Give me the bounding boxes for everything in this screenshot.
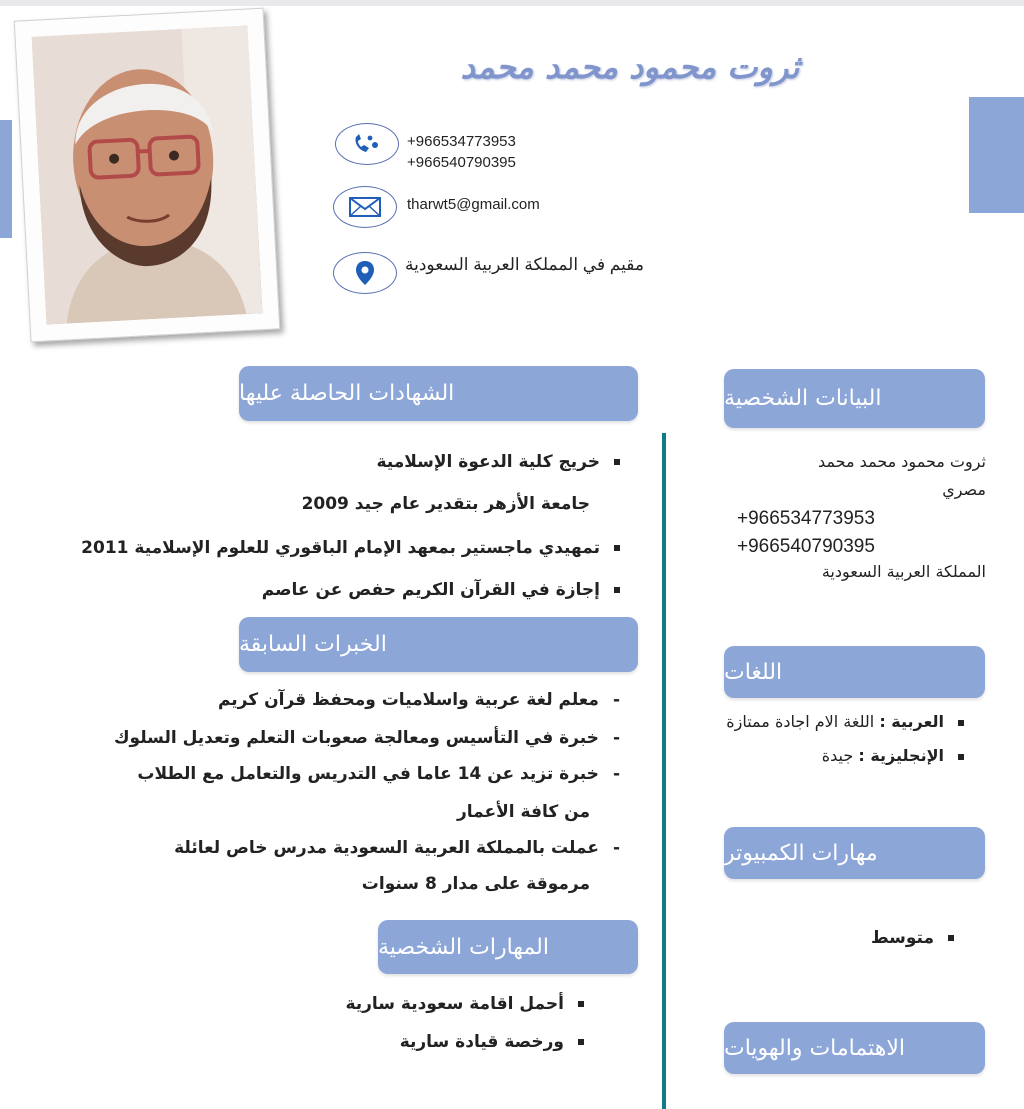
certificate-item-1-sub: جامعة الأزهر بتقدير عام جيد 2009 bbox=[301, 494, 590, 514]
personal-info-phone-1: +966534773953 bbox=[737, 508, 875, 529]
certificate-item-1: خريج كلية الدعوة الإسلامية bbox=[376, 452, 620, 472]
profile-photo-frame bbox=[14, 8, 281, 343]
right-decoration-bar bbox=[969, 97, 1024, 213]
personal-skill-item-2: ورخصة قيادة سارية bbox=[400, 1032, 584, 1052]
bullet-icon bbox=[958, 720, 964, 726]
certificate-item-2: تمهيدي ماجستير بمعهد الإمام الباقوري للعلوم الإسلامية 2011 bbox=[81, 538, 620, 558]
section-certificates-title: الشهادات الحاصلة عليها bbox=[239, 381, 455, 406]
dash-bullet-icon: - bbox=[612, 728, 620, 748]
certificate-item-3: إجازة في القرآن الكريم حفص عن عاصم bbox=[262, 580, 620, 600]
section-experience-title: الخبرات السابقة bbox=[239, 632, 387, 657]
contact-email[interactable]: tharwt5@gmail.com bbox=[407, 196, 540, 213]
section-languages-title: اللغات bbox=[724, 659, 783, 685]
section-interests-header bbox=[724, 1022, 985, 1074]
bullet-icon bbox=[578, 1001, 584, 1007]
dash-bullet-icon: - bbox=[612, 690, 620, 710]
section-languages-header bbox=[724, 646, 985, 698]
section-personal-info-title: البيانات الشخصية bbox=[724, 386, 882, 411]
section-personal-skills-header bbox=[378, 920, 638, 974]
section-computer-skills-title: مهارات الكمبيوتر bbox=[724, 840, 878, 866]
experience-item-4-cont: مرموقة على مدار 8 سنوات bbox=[361, 874, 590, 894]
experience-item-3: -خبرة تزيد عن 14 عاما في التدريس والتعامل مع الطلاب bbox=[137, 764, 620, 784]
personal-info-phone-2: +966540790395 bbox=[737, 536, 875, 557]
experience-item-4: -عملت بالمملكة العربية السعودية مدرس خاص لعائلة bbox=[174, 838, 620, 858]
bullet-icon bbox=[948, 935, 954, 941]
bullet-icon bbox=[614, 587, 620, 593]
language-arabic bbox=[726, 712, 964, 731]
dash-bullet-icon: - bbox=[612, 764, 620, 784]
personal-info-country: المملكة العربية السعودية bbox=[821, 562, 986, 581]
dash-bullet-icon: - bbox=[612, 838, 620, 858]
personal-skill-item-1: أحمل اقامة سعودية سارية bbox=[345, 994, 584, 1014]
experience-item-2: -خبرة في التأسيس ومعالجة صعوبات التعلم وتعديل السلوك bbox=[113, 728, 620, 748]
bullet-icon bbox=[958, 754, 964, 760]
portrait-illustration bbox=[32, 26, 263, 325]
contact-location: مقيم في المملكة العربية السعودية bbox=[405, 255, 644, 274]
contact-phone-1: +966534773953 bbox=[407, 133, 516, 150]
experience-item-1: -معلم لغة عربية واسلاميات ومحفظ قرآن كريم bbox=[217, 690, 620, 710]
bullet-icon bbox=[614, 459, 620, 465]
personal-info-name: ثروت محمود محمد محمد bbox=[818, 452, 986, 471]
language-arabic-level: اللغة الام اجادة ممتازة bbox=[726, 712, 875, 731]
section-experience-header bbox=[239, 617, 638, 672]
computer-skill-level: متوسط bbox=[871, 928, 954, 948]
column-divider bbox=[662, 433, 666, 1109]
left-decoration-bar bbox=[0, 120, 12, 238]
top-band bbox=[0, 0, 1024, 6]
experience-item-3-cont: من كافة الأعمار bbox=[456, 802, 590, 822]
mail-icon bbox=[333, 186, 397, 228]
bullet-icon bbox=[578, 1039, 584, 1045]
language-english-label: الإنجليزية : bbox=[858, 746, 944, 765]
language-arabic-label: العربية : bbox=[879, 712, 944, 731]
personal-info-nationality: مصري bbox=[942, 480, 986, 499]
section-certificates-header bbox=[239, 366, 638, 421]
section-computer-skills-header bbox=[724, 827, 985, 879]
section-personal-info-header bbox=[724, 369, 985, 428]
language-english bbox=[822, 746, 964, 765]
phone-icon bbox=[335, 123, 399, 165]
section-personal-skills-title: المهارات الشخصية bbox=[378, 934, 549, 960]
candidate-name: ثروت محمود محمد محمد bbox=[460, 48, 800, 86]
location-pin-icon bbox=[333, 252, 397, 294]
profile-photo bbox=[32, 26, 263, 325]
contact-phone-2: +966540790395 bbox=[407, 154, 516, 171]
section-interests-title: الاهتمامات والهويات bbox=[724, 1035, 905, 1061]
bullet-icon bbox=[614, 545, 620, 551]
language-english-level: جيدة bbox=[821, 746, 854, 765]
